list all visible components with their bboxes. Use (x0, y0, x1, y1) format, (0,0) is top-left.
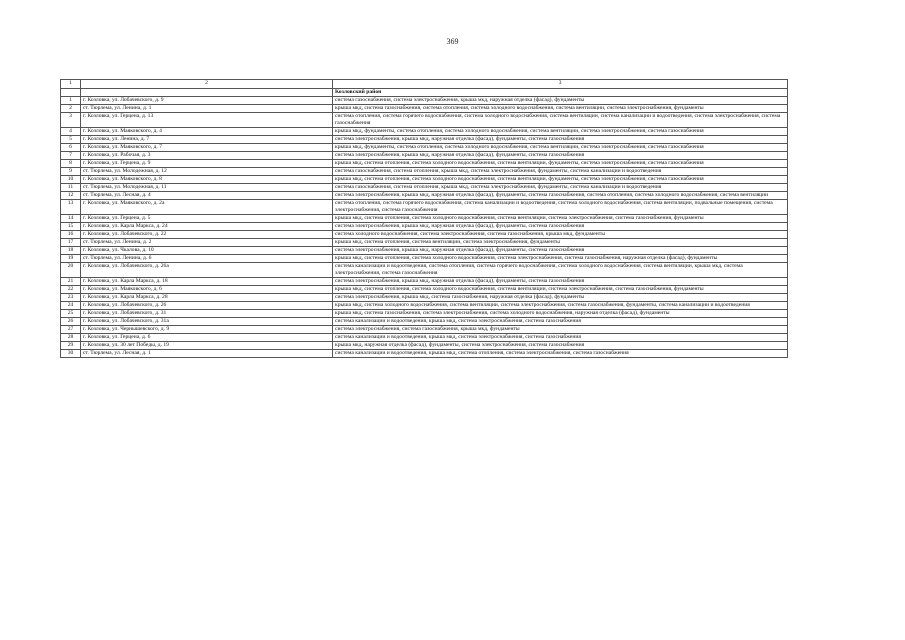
row-number: 21 (61, 278, 81, 286)
row-address: г. Козловка, ул. Лобачевского, д. 26 (81, 302, 333, 310)
row-systems: система электроснабжения, крыша мкд, наружная отделка (фасад), фундаменты, система газоснабжения (333, 247, 788, 255)
row-number: 5 (61, 136, 81, 144)
row-address: ст. Тюрлема, ул. Ленина, д. 1 (81, 105, 333, 113)
row-systems: крыша мкд, система отопления, система холодного водоснабжения, система вентиляции, фундаменты, система электроснабжения, система газоснабжения (333, 176, 788, 184)
row-address: ст. Тюрлема, ул. Молодежная, д. 12 (81, 168, 333, 176)
row-number: 30 (61, 350, 81, 358)
table-row (61, 302, 788, 310)
row-number: 12 (61, 192, 81, 200)
row-systems: крыша мкд, система газоснабжения, система электроснабжения, система холодного водоснабжения, наружная отделка (фасад), фундаменты (333, 310, 788, 318)
row-address: г. Козловка, ул. Чернышевского, д. 9 (81, 326, 333, 334)
table-row (61, 215, 788, 223)
column-number-1: 1 (61, 80, 81, 89)
row-address: г. Козловка, ул. Герцена, д. 13 (81, 113, 333, 128)
table-row (61, 160, 788, 168)
row-systems: крыша мкд, система холодного водоснабжения, система вентиляции, система электроснабжения, система газоснабжения, фундаменты, система канализации и водоотведения (333, 302, 788, 310)
row-address: г. Козловка, ул. Карла Маркса, д. 24 (81, 223, 333, 231)
district-blank-cell (81, 89, 333, 97)
row-number: 17 (61, 239, 81, 247)
row-systems: система электроснабжения, крыша мкд, наружная отделка (фасад), фундаменты, система газоснабжения (333, 136, 788, 144)
table-row (61, 168, 788, 176)
table-row (61, 342, 788, 350)
row-address: ст. Тюрлема, ул. Ленина, д. 6 (81, 255, 333, 263)
table-row (61, 105, 788, 113)
row-address: г. Козловка, ул. Ленина, д. 7 (81, 136, 333, 144)
row-address: г. Козловка, ул. Карла Маркса, д. 28 (81, 294, 333, 302)
row-number: 13 (61, 200, 81, 215)
row-systems: система канализации и водоотведения, крыша мкд, система электроснабжения, система газоснабжения (333, 318, 788, 326)
column-number-3: 3 (333, 80, 788, 89)
row-number: 25 (61, 310, 81, 318)
district-blank-cell (61, 89, 81, 97)
table-row (61, 239, 788, 247)
row-address: г. Козловка, ул. Лобачевского, д. 31а (81, 318, 333, 326)
table-row (61, 310, 788, 318)
row-systems: система газоснабжения, система отопления, крыша мкд, система электроснабжения, фундаменты, система канализации и водоотведения (333, 168, 788, 176)
column-number-2: 2 (81, 80, 333, 89)
row-number: 23 (61, 294, 81, 302)
row-systems: система газоснабжения, система отопления, крыша мкд, система электроснабжения, фундаменты, система канализации и водоотведения (333, 184, 788, 192)
row-address: ст. Тюрлема, ул. Лесная, д. 4 (81, 192, 333, 200)
row-systems: крыша мкд, система газоснабжения, система отопления, система холодного водоснабжения, система вентиляции, система электроснабжения, фундаменты (333, 105, 788, 113)
table-row (61, 113, 788, 128)
row-address: г. Козловка, ул. Маяковского, д. 2а (81, 200, 333, 215)
row-systems: система канализации и водоотведения, крыша мкд, система электроснабжения, система газоснабжения (333, 334, 788, 342)
row-systems: система холодного водоснабжения, система электроснабжения, система газоснабжения, крыша мкд, фундаменты (333, 231, 788, 239)
page-number: 369 (446, 37, 459, 46)
row-number: 29 (61, 342, 81, 350)
table-row (61, 152, 788, 160)
row-systems: система электроснабжения, крыша мкд, наружная отделка (фасад), фундаменты, система газоснабжения (333, 278, 788, 286)
row-number: 8 (61, 160, 81, 168)
table-row (61, 223, 788, 231)
row-number: 22 (61, 286, 81, 294)
table-row (61, 286, 788, 294)
table-row (61, 278, 788, 286)
row-address: г. Козловка, ул. Лобачевского, д. 26а (81, 263, 333, 278)
table-row (61, 144, 788, 152)
row-address: г. Козловка, ул. Маяковского, д. 6 (81, 286, 333, 294)
row-number: 1 (61, 97, 81, 105)
row-number: 26 (61, 318, 81, 326)
row-number: 15 (61, 223, 81, 231)
table-row (61, 263, 788, 278)
row-address: г. Козловка, ул. Герцена, д. 9 (81, 160, 333, 168)
row-address: г. Козловка, ул. Чкалова, д. 10 (81, 247, 333, 255)
row-number: 27 (61, 326, 81, 334)
table-row (61, 247, 788, 255)
district-row (61, 89, 788, 97)
row-systems: система канализации и водоотведения, система отопления, система горячего водоснабжения, система холодного водоснабжения, система вентиляции, крыша мкд, система электроснабжения, система газоснабжения (333, 263, 788, 278)
table-row (61, 176, 788, 184)
row-address: г. Козловка, ул. Лобачевского, д. 22 (81, 231, 333, 239)
row-systems: крыша мкд, система отопления, система холодного водоснабжения, система вентиляции, система электроснабжения, система газоснабжения, фундаменты (333, 286, 788, 294)
table-row (61, 294, 788, 302)
row-number: 9 (61, 168, 81, 176)
capital-repair-table (60, 79, 788, 358)
row-systems: система канализации и водоотведения, крыша мкд, система отопления, система электроснабжения, система газоснабжения (333, 350, 788, 358)
column-number-row (61, 80, 788, 89)
row-address: ст. Тюрлема, ул. Лесная, д. 1 (81, 350, 333, 358)
row-address: г. Козловка, ул. Герцена, д. 6 (81, 334, 333, 342)
row-systems: крыша мкд, фундаменты, система отопления, система холодного водоснабжения, система вентиляции, система электроснабжения, система газоснабжения (333, 144, 788, 152)
row-address: г. Козловка, ул. Герцена, д. 5 (81, 215, 333, 223)
row-number: 24 (61, 302, 81, 310)
table-row (61, 192, 788, 200)
row-systems: крыша мкд, система отопления, система холодного водоснабжения, система вентиляции, система электроснабжения, система газоснабжения, фундаменты (333, 215, 788, 223)
row-systems: система отопления, система горячего водоснабжения, система канализации и водоотведения, система холодного водоснабжения, система вентиляции, подвальные помещения, система электроснабжения, система газоснабжения (333, 200, 788, 215)
table-row (61, 350, 788, 358)
row-address: г. Козловка, ул. 30 лет Победы, д. 19 (81, 342, 333, 350)
row-systems: крыша мкд, система отопления, система вентиляции, система электроснабжения, фундаменты (333, 239, 788, 247)
row-address: г. Козловка, ул. Лобачевского, д. 31 (81, 310, 333, 318)
row-number: 28 (61, 334, 81, 342)
row-number: 16 (61, 231, 81, 239)
row-systems: система электроснабжения, крыша мкд, наружная отделка (фасад), фундаменты, система газоснабжения (333, 152, 788, 160)
row-systems: крыша мкд, система отопления, система холодного водоснабжения, система электроснабжения, система газоснабжения, наружная отделка (фасад), фундаменты (333, 255, 788, 263)
row-systems: система газоснабжения, система электроснабжения, крыша мкд, наружная отделка (фасад), фундаменты (333, 97, 788, 105)
row-address: г. Козловка, ул. Лобачевского, д. 9 (81, 97, 333, 105)
row-number: 4 (61, 128, 81, 136)
row-number: 14 (61, 215, 81, 223)
row-address: г. Козловка, ул. Карла Маркса, д. 18 (81, 278, 333, 286)
row-systems: система электроснабжения, крыша мкд, наружная отделка (фасад), фундаменты, система газоснабжения (333, 223, 788, 231)
table-row (61, 136, 788, 144)
row-address: г. Козловка, ул. Маяковского, д. 8 (81, 176, 333, 184)
row-systems: крыша мкд, система отопления, система холодного водоснабжения, система вентиляции, фундаменты, система электроснабжения, система газоснабжения (333, 160, 788, 168)
table-row (61, 318, 788, 326)
table-row (61, 184, 788, 192)
row-number: 20 (61, 263, 81, 278)
row-address: г. Козловка, ул. Рабочая, д. 3 (81, 152, 333, 160)
row-systems: система отопления, система горячего водоснабжения, система холодного водоснабжения, система вентиляции, система канализации и водоотведения, система электроснабжения, система газоснабжения (333, 113, 788, 128)
table-row (61, 334, 788, 342)
table-row (61, 326, 788, 334)
row-systems: крыша мкд, фундаменты, система отопления, система холодного водоснабжения, система вентиляции, система электроснабжения, система газоснабжения (333, 128, 788, 136)
row-address: г. Козловка, ул. Маяковского, д. 7 (81, 144, 333, 152)
row-address: ст. Тюрлема, ул. Молодежная, д. 11 (81, 184, 333, 192)
row-number: 11 (61, 184, 81, 192)
row-number: 2 (61, 105, 81, 113)
district-name: Козловский район (333, 89, 788, 97)
table-row (61, 231, 788, 239)
row-number: 6 (61, 144, 81, 152)
row-systems: крыша мкд, наружная отделка (фасад), фундаменты, система электроснабжения, система газоснабжения (333, 342, 788, 350)
table-row (61, 128, 788, 136)
table-row (61, 255, 788, 263)
row-address: ст. Тюрлема, ул. Ленина, д. 2 (81, 239, 333, 247)
row-systems: система электроснабжения, крыша мкд, наружная отделка (фасад), фундаменты, система газоснабжения, система отопления, система холодного водоснабжения, система вентиляции (333, 192, 788, 200)
row-number: 3 (61, 113, 81, 128)
row-number: 19 (61, 255, 81, 263)
row-number: 10 (61, 176, 81, 184)
row-number: 7 (61, 152, 81, 160)
row-number: 18 (61, 247, 81, 255)
table-row (61, 200, 788, 215)
table-row (61, 97, 788, 105)
row-address: г. Козловка, ул. Маяковского, д. 4 (81, 128, 333, 136)
row-systems: система электроснабжения, крыша мкд, система газоснабжения, наружная отделка (фасад), фундаменты (333, 294, 788, 302)
table-body (61, 80, 788, 358)
row-systems: система электроснабжения, система газоснабжения, крыша мкд, фундаменты (333, 326, 788, 334)
